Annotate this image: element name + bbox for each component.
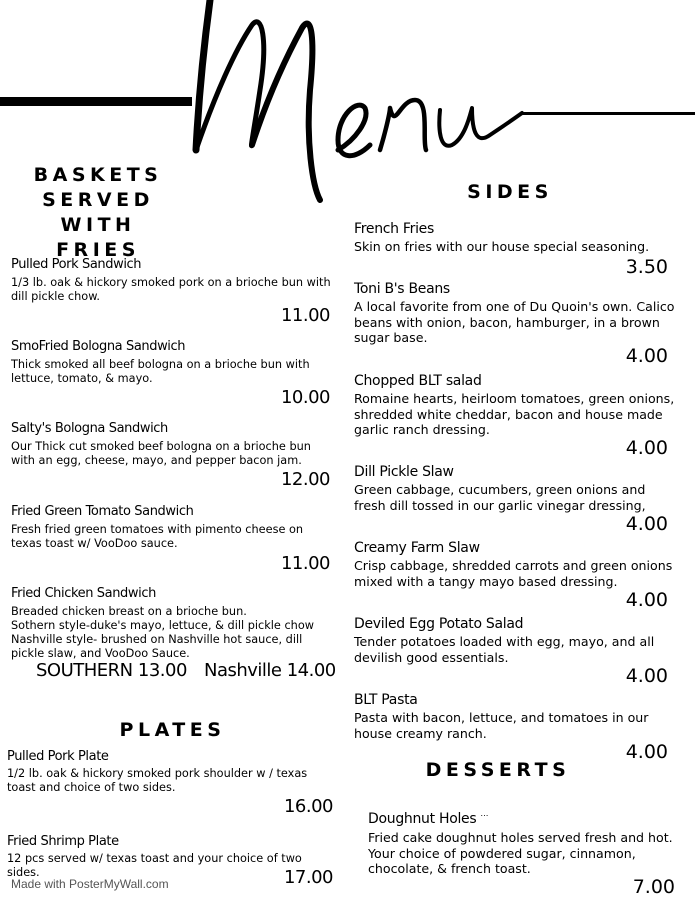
dessert-item-price: 7.00 xyxy=(632,876,675,898)
watermark-link[interactable]: Made with PosterMyWall.com xyxy=(11,877,169,891)
side-item-name: Chopped BLT salad xyxy=(354,373,482,389)
menu-item-desc: Breaded chicken breast on a brioche bun. Sothern style-duke's mayo, lettuce, & dill pickle chow Nashville style- brushed on Nashville hot sauce, dill pickle slaw, and VooDoo Sauce. xyxy=(11,605,314,660)
side-item-name: French Fries xyxy=(354,221,434,237)
side-item-desc: Skin on fries with our house special seasoning. xyxy=(354,239,650,254)
baskets-heading xyxy=(0,163,196,263)
price-southern: SOUTHERN 13.00 xyxy=(36,660,187,681)
menu-item-price: 17.00 xyxy=(283,867,333,888)
menu-item-desc: Thick smoked all beef bologna on a brioche bun with lettuce, tomato, & mayo. xyxy=(11,358,310,385)
menu-script-title xyxy=(190,0,530,205)
side-item-name: Deviled Egg Potato Salad xyxy=(354,616,524,632)
side-item-name: Toni B's Beans xyxy=(354,281,450,297)
menu-item-desc: Our Thick cut smoked beef bologna on a brioche bun with an egg, cheese, mayo, and pepper bacon jam. xyxy=(11,440,311,467)
baskets-heading-line3: FRIES xyxy=(56,239,140,261)
side-item-desc: A local favorite from one of Du Quoin's own. Calico beans with onion, bacon, hamburger, in a brown sugar base. xyxy=(354,299,675,345)
price-nashville: Nashville 14.00 xyxy=(204,660,336,681)
side-item-price: 3.50 xyxy=(625,256,668,278)
top-left-rule xyxy=(0,97,192,106)
side-item-name: Dill Pickle Slaw xyxy=(354,464,454,480)
menu-item-name: SmoFried Bologna Sandwich xyxy=(11,339,186,354)
desserts-heading: DESSERTS xyxy=(425,759,571,781)
menu-item-desc: 1/2 lb. oak & hickory smoked pork shoulder w / texas toast and choice of two sides. xyxy=(7,767,308,794)
side-item-desc: Pasta with bacon, lettuce, and tomatoes in our house creamy ranch. xyxy=(354,710,649,741)
menu-item-name: Fried Green Tomato Sandwich xyxy=(11,504,194,519)
side-item-desc: Tender potatoes loaded with egg, mayo, and all devilish good essentials. xyxy=(354,634,655,665)
sides-heading: SIDES xyxy=(467,181,553,203)
side-item-name: BLT Pasta xyxy=(354,692,418,708)
menu-item-price: 16.00 xyxy=(283,796,333,817)
side-item-price: 4.00 xyxy=(625,741,668,763)
dessert-item-name xyxy=(368,811,488,827)
menu-item-name: Salty's Bologna Sandwich xyxy=(11,421,168,436)
side-item-name: Creamy Farm Slaw xyxy=(354,540,480,556)
menu-item-name: Fried Chicken Sandwich xyxy=(11,586,156,601)
menu-item-desc: Fresh fried green tomatoes with pimento cheese on texas toast w/ VooDoo sauce. xyxy=(11,523,304,550)
side-item-price: 4.00 xyxy=(625,437,668,459)
dessert-item-desc: Fried cake doughnut holes served fresh and hot. Your choice of powdered sugar, cinnamon, chocolate, & french toast. xyxy=(368,830,673,876)
menu-item-desc: 12 pcs served w/ texas toast and your choice of two sides. xyxy=(7,852,302,879)
side-item-price: 4.00 xyxy=(625,513,668,535)
side-item-price: 4.00 xyxy=(625,665,668,687)
menu-item-desc: 1/3 lb. oak & hickory smoked pork on a brioche bun with dill pickle chow. xyxy=(11,276,331,303)
side-item-desc: Romaine hearts, heirloom tomatoes, green onions, shredded white cheddar, bacon and house made garlic ranch dressing. xyxy=(354,391,675,437)
menu-item-price: 11.00 xyxy=(280,305,330,326)
sparkle-icon: ⋯ xyxy=(480,811,489,820)
plates-heading: PLATES xyxy=(119,719,226,741)
side-item-price: 4.00 xyxy=(625,589,668,611)
side-item-desc: Crisp cabbage, shredded carrots and green onions mixed with a tangy mayo based dressing. xyxy=(354,558,673,589)
dessert-item-name-text: Doughnut Holes xyxy=(368,811,477,827)
baskets-heading-line2: SERVED WITH xyxy=(42,189,154,236)
menu-item-price: 10.00 xyxy=(280,387,330,408)
baskets-heading-line1: BASKETS xyxy=(33,164,163,186)
menu-item-name: Pulled Pork Sandwich xyxy=(11,257,142,272)
menu-item-name: Pulled Pork Plate xyxy=(7,749,109,764)
side-item-price: 4.00 xyxy=(625,345,668,367)
menu-item-name: Fried Shrimp Plate xyxy=(7,834,119,849)
top-right-rule xyxy=(522,112,695,115)
side-item-desc: Green cabbage, cucumbers, green onions and fresh dill tossed in our garlic vinegar dressing, xyxy=(354,482,646,513)
menu-item-price: 11.00 xyxy=(280,553,330,574)
menu-item-price: 12.00 xyxy=(280,469,330,490)
